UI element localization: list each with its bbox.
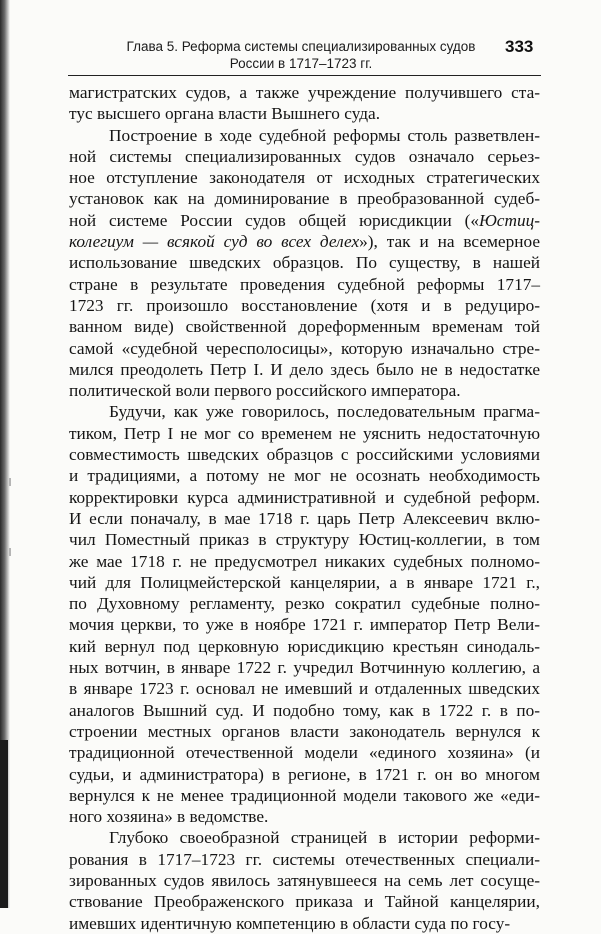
page-number: 333	[505, 37, 534, 56]
text-line: самой «судебной чересполосицы», которую изначально стре-	[69, 338, 540, 358]
header-rule	[68, 75, 541, 76]
text-line: зированных судов явилось затянувшееся на семь лет сосуще-	[69, 870, 540, 890]
text-line: Глубоко своеобразной страницей в истории реформи-	[109, 828, 540, 848]
text-line: в январе 1723 г. основал не имевший и отдаленных шведских	[69, 679, 540, 699]
text-line: ной системе России судов общей юрисдикции («Юстиц-	[69, 210, 540, 230]
text-line: и традициями, а потому не мог не осознать необходимость	[69, 466, 540, 486]
text-line: ного хозяина» в ведомстве.	[69, 807, 269, 827]
text-line: мочия церкви, то уже в ноябре 1721 г. император Петр Вели-	[69, 615, 540, 635]
body-text	[69, 82, 540, 934]
text-line: ствование Преображенского приказа и Тайной канцелярии,	[69, 892, 540, 912]
text-line: вернулся к не менее традиционной модели такового же «еди-	[69, 785, 540, 805]
paragraph	[69, 401, 540, 827]
chapter-title-line-1: Глава 5. Реформа системы специализированных судов	[126, 39, 476, 54]
text-line: политической воли первого российского императора.	[69, 381, 461, 401]
text-line: аналогов Вышний суд. И подобно тому, как в 1722 г. в по-	[69, 700, 540, 720]
text-line: чий для Полицмейстерской канцелярии, а в январе 1721 г.,	[69, 572, 540, 592]
chapter-title-line-2: России в 1717–1723 гг.	[229, 56, 373, 71]
paragraph	[69, 82, 540, 125]
text-line: ной системы специализированных судов означало серьез-	[69, 146, 540, 166]
text-line: И если поначалу, в мае 1718 г. царь Петр Алексеевич вклю-	[69, 508, 540, 528]
text-line: рования в 1717–1723 гг. системы отечественных специали-	[69, 849, 540, 869]
margin-speck	[9, 478, 11, 486]
book-binding-edge	[0, 740, 8, 908]
text-line: 1723 гг. произошло восстановление (хотя и в редуциро-	[69, 295, 540, 315]
text-line: судьи, и администратора) в регионе, в 1721 г. он во многом	[69, 764, 540, 784]
text-line: установок как на доминирование в преобразованной судеб-	[69, 189, 540, 209]
text-line: ванном виде) свойственной дореформенным временам той	[69, 317, 540, 337]
text-line: кий вернул под церковную юрисдикцию крестьян синодаль-	[69, 636, 540, 656]
text-line: использование шведских образцов. По существу, в нашей	[69, 253, 540, 273]
text-line: Будучи, как уже говорилось, последовательным прагма-	[109, 402, 540, 422]
text-line: по Духовному регламенту, резко сократил судебные полно-	[69, 594, 540, 614]
margin-speck	[9, 548, 11, 556]
text-line: строении местных органов власти законодатель вернулся к	[69, 721, 540, 741]
text-line: имевших идентичную компетенцию в области суда по госу-	[69, 913, 511, 933]
text-line: Построение в ходе судебной реформы столь разветвлен-	[109, 125, 540, 145]
text-line: тус высшего органа власти Вышнего суда.	[69, 104, 381, 124]
text-line: магистратских судов, а также учреждение получившего ста-	[69, 83, 540, 102]
text-line: совместимость шведских образцов с российскими условиями	[69, 445, 540, 465]
text-line: тиком, Петр I не мог со временем не уяснить недостаточную	[69, 423, 540, 443]
paragraph	[69, 125, 540, 402]
text-line: колегиум — всякой суд во всех делех»), так и на всемерное	[69, 232, 540, 252]
text-line: ных вотчин, в январе 1722 г. учредил Вотчинную коллегию, а	[69, 658, 540, 678]
text-line: мился преодолеть Петр I. И дело здесь было не в недостатке	[69, 359, 540, 379]
text-line: традиционной отечественной модели «единого хозяина» (и	[69, 743, 540, 763]
text-line: ное отступление законодателя от исходных стратегических	[69, 168, 540, 188]
text-line: корректировки курса административной и судебной реформ.	[69, 487, 540, 507]
text-line: чил Поместный приказ в структуру Юстиц-коллегии, в том	[69, 530, 540, 550]
text-line: же мае 1718 г. не предусмотрел никаких судебных полномо-	[69, 551, 540, 571]
text-line: стране в результате проведения судебной реформы 1717–	[69, 274, 540, 294]
running-head	[118, 38, 484, 72]
paragraph	[69, 827, 540, 933]
